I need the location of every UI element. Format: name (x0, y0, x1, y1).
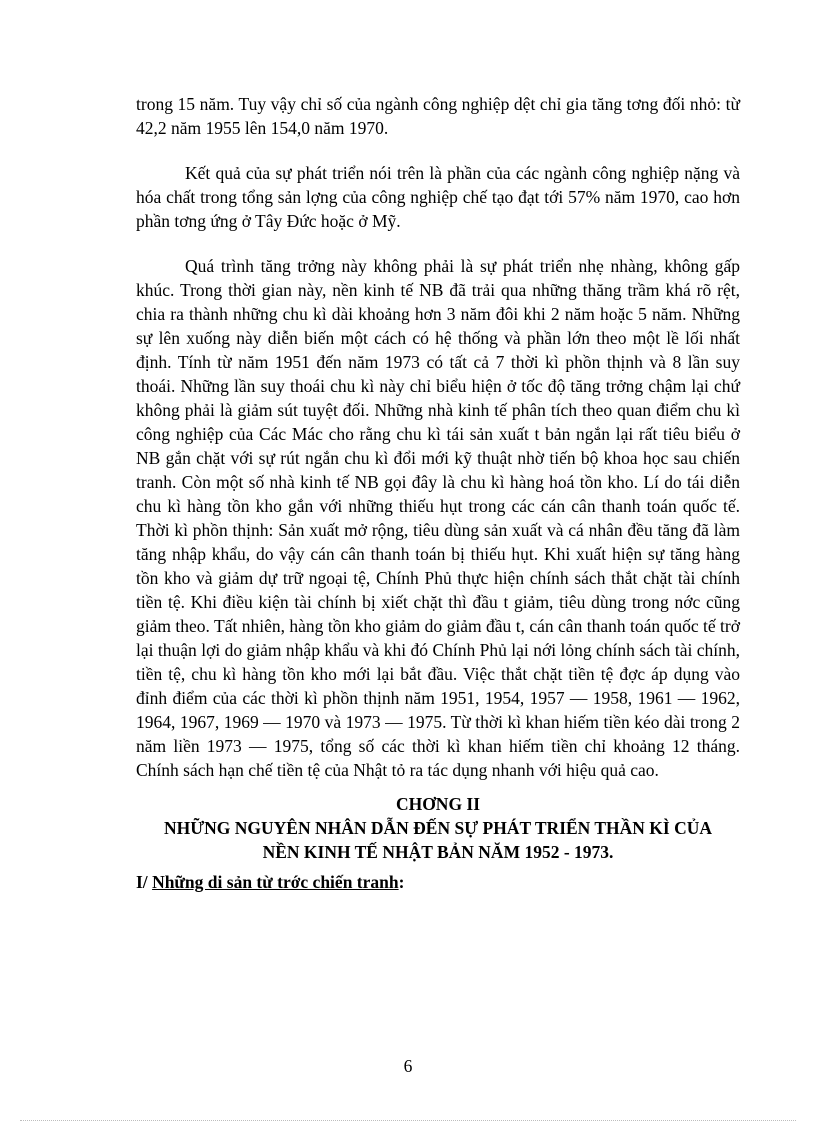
chapter-title-line-1: NHỮNG NGUYÊN NHÂN DẪN ĐẾN SỰ PHÁT TRIỂN THẦN KÌ CỦA (163, 818, 713, 838)
section-suffix: : (398, 872, 405, 892)
paragraph-textile-index: trong 15 năm. Tuy vậy chỉ số của ngành công nghiệp dệt chỉ gia tăng tơng đối nhỏ: từ 42,2 năm 1955 lên 154,0 năm 1970. (136, 94, 740, 138)
paragraph-business-cycles: Quá trình tăng trởng này không phải là sự phát triển nhẹ nhàng, không gấp khúc. Trong thời gian này, nền kinh tế NB đã trải qua những thăng trầm khá rõ rệt, chia ra thành những chu kì dài khoảng hơn 3 năm đôi khi 2 năm hoặc 5 năm. Những sự lên xuống này diễn biến một cách có hệ thống và phần lớn theo một lề lối nhất định. Tính từ năm 1951 đến năm 1973 có tất cả 7 thời kì phồn thịnh và 8 lần suy thoái. Những lần suy thoái chu kì này chỉ biểu hiện ở tốc độ tăng trởng chậm lại chứ không phải là giảm sút tuyệt đối. Những nhà kinh tế phân tích theo quan điểm chu kì công nghiệp của Các Mác cho rằng chu kì tái sản xuất t bản ngắn lại rất tiêu biểu ở NB gắn chặt với sự rút ngắn chu kì đổi mới kỹ thuật nhờ tiến bộ khoa học sau chiến tranh. Còn một số nhà kinh tế NB gọi đây là chu kì hàng hoá tồn kho. Lí do tái diễn chu kì hàng tồn kho gắn với những thiếu hụt trong các cán cân thanh toán quốc tế. Thời kì phồn thịnh: Sản xuất mở rộng, tiêu dùng sản xuất và cá nhân đều tăng đã làm tăng nhập khẩu, do vậy cán cân thanh toán bị thiếu hụt. Khi xuất hiện sự tăng hàng tồn kho và giảm dự trữ ngoại tệ, Chính Phủ thực hiện chính sách thắt chặt tài chính tiền tệ. Khi điều kiện tài chính bị xiết chặt thì đầu t giảm, tiêu dùng trong nớc cũng giảm theo. Tất nhiên, hàng tồn kho giảm do giảm đầu t, cán cân thanh toán quốc tế trở lại thuận lợi do giảm nhập khẩu và khi đó Chính Phủ lại nới lỏng chính sách tài chính, tiền tệ, chu kì hàng tồn kho mới lại bắt đầu. Việc thắt chặt tiền tệ đợc áp dụng vào đỉnh điểm của các thời kì phồn thịnh năm 1951, 1954, 1957 — 1958, 1961 — 1962, 1964, 1967, 1969 — 1970 và 1973 — 1975. Từ thời kì khan hiếm tiền kéo dài trong 2 năm liền 1973 — 1975, tổng số các thời kì khan hiếm tiền chỉ khoảng 12 tháng. Chính sách hạn chế tiền tệ của Nhật tỏ ra tác dụng nhanh với hiệu quả cao. (136, 256, 740, 780)
chapter-title-line-2: NỀN KINH TẾ NHẬT BẢN NĂM 1952 - 1973. (262, 842, 614, 862)
section-heading-text: Những di sản từ trớc chiến tranh (152, 872, 399, 892)
paragraph-heavy-industry-share: Kết quả của sự phát triển nói trên là phần của các ngành công nghiệp nặng và hóa chất trong tổng sản lợng của công nghiệp chế tạo đạt tới 57% năm 1970, cao hơn phần tơng ứng ở Tây Đức hoặc ở Mỹ. (136, 163, 740, 231)
document-body (136, 92, 740, 894)
chapter-label: CHƠNG II (395, 794, 481, 814)
section-heading (136, 870, 740, 894)
page-bottom-divider (20, 1120, 796, 1121)
section-prefix: I/ (136, 872, 153, 892)
page-number: 6 (403, 1056, 413, 1076)
